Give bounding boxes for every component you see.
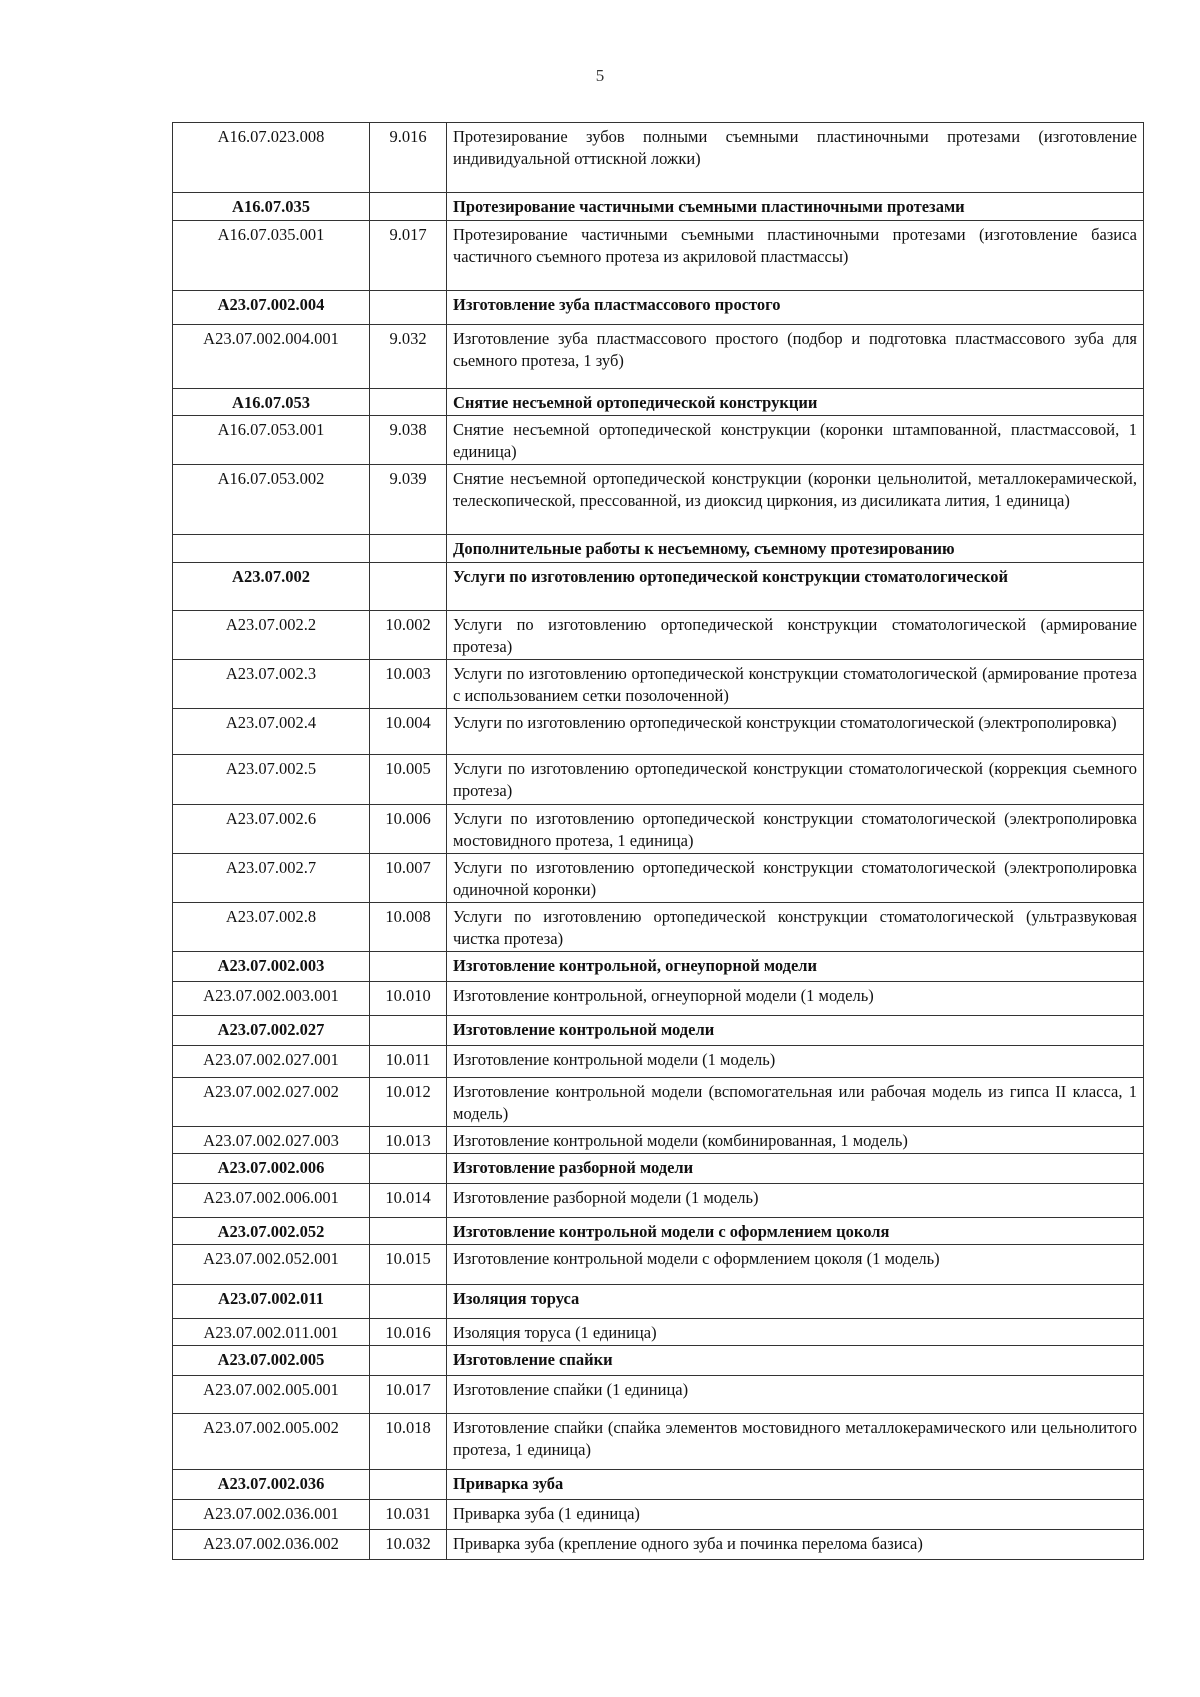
table-row xyxy=(173,1500,1144,1530)
description-cell: Изготовление спайки (1 единица) xyxy=(447,1376,1144,1414)
number-cell: 10.015 xyxy=(370,1245,447,1285)
table-row xyxy=(173,1078,1144,1127)
number-cell: 10.018 xyxy=(370,1414,447,1470)
code-cell xyxy=(173,535,370,563)
description-cell: Изготовление разборной модели (1 модель) xyxy=(447,1184,1144,1218)
description-cell: Услуги по изготовлению ортопедической конструкции стоматологической (коррекция сьемного протеза) xyxy=(447,755,1144,805)
number-cell xyxy=(370,193,447,221)
code-cell: A23.07.002.011.001 xyxy=(173,1319,370,1346)
number-cell: 9.039 xyxy=(370,465,447,535)
number-cell: 10.016 xyxy=(370,1319,447,1346)
table-group-row xyxy=(173,193,1144,221)
table-group-row xyxy=(173,952,1144,982)
description-cell: Протезирование частичными съемными пластиночными протезами (изготовление базиса частичного съемного протеза из акриловой пластмассы) xyxy=(447,221,1144,291)
code-cell: A23.07.002.8 xyxy=(173,903,370,952)
number-cell: 10.005 xyxy=(370,755,447,805)
table-row xyxy=(173,755,1144,805)
table-row xyxy=(173,1184,1144,1218)
number-cell: 9.038 xyxy=(370,416,447,465)
table-row xyxy=(173,660,1144,709)
description-cell: Услуги по изготовлению ортопедической конструкции стоматологической xyxy=(447,563,1144,611)
number-cell: 10.031 xyxy=(370,1500,447,1530)
description-cell: Приварка зуба (1 единица) xyxy=(447,1500,1144,1530)
number-cell xyxy=(370,1016,447,1046)
number-cell: 10.008 xyxy=(370,903,447,952)
table-group-row xyxy=(173,291,1144,325)
code-cell: A23.07.002.027.003 xyxy=(173,1127,370,1154)
description-cell: Приварка зуба xyxy=(447,1470,1144,1500)
code-cell: A23.07.002.052 xyxy=(173,1218,370,1245)
table-row xyxy=(173,1319,1144,1346)
table-row xyxy=(173,1376,1144,1414)
description-cell: Услуги по изготовлению ортопедической конструкции стоматологической (электрополировка одиночной коронки) xyxy=(447,854,1144,903)
table-group-row xyxy=(173,1346,1144,1376)
code-cell: A23.07.002.027.001 xyxy=(173,1046,370,1078)
table-row xyxy=(173,903,1144,952)
table-group-row xyxy=(173,1016,1144,1046)
description-cell: Изготовление разборной модели xyxy=(447,1154,1144,1184)
number-cell: 10.010 xyxy=(370,982,447,1016)
table-group-row xyxy=(173,535,1144,563)
table-row xyxy=(173,982,1144,1016)
table-group-row xyxy=(173,1218,1144,1245)
number-cell: 10.011 xyxy=(370,1046,447,1078)
code-cell: A23.07.002 xyxy=(173,563,370,611)
description-cell: Протезирование зубов полными съемными пластиночными протезами (изготовление индивидуальной оттискной ложки) xyxy=(447,123,1144,193)
code-cell: A16.07.023.008 xyxy=(173,123,370,193)
code-cell: A16.07.035.001 xyxy=(173,221,370,291)
code-cell: A23.07.002.005.001 xyxy=(173,1376,370,1414)
number-cell xyxy=(370,291,447,325)
code-cell: A23.07.002.003.001 xyxy=(173,982,370,1016)
description-cell: Изготовление контрольной модели (вспомогательная или рабочая модель из гипса II класса, 1 модель) xyxy=(447,1078,1144,1127)
description-cell: Услуги по изготовлению ортопедической конструкции стоматологической (армирование протеза с использованием сетки позолоченной) xyxy=(447,660,1144,709)
number-cell: 10.004 xyxy=(370,709,447,755)
code-cell: A23.07.002.6 xyxy=(173,805,370,854)
description-cell: Приварка зуба (крепление одного зуба и починка перелома базиса) xyxy=(447,1530,1144,1560)
code-cell: A23.07.002.004 xyxy=(173,291,370,325)
description-cell: Изготовление контрольной модели (1 модель) xyxy=(447,1046,1144,1078)
code-cell: A23.07.002.005 xyxy=(173,1346,370,1376)
number-cell xyxy=(370,1154,447,1184)
table-group-row xyxy=(173,1470,1144,1500)
table-row xyxy=(173,1127,1144,1154)
description-cell: Услуги по изготовлению ортопедической конструкции стоматологической (электрополировка) xyxy=(447,709,1144,755)
number-cell: 10.013 xyxy=(370,1127,447,1154)
description-cell: Дополнительные работы к несъемному, съемному протезированию xyxy=(447,535,1144,563)
table-row xyxy=(173,465,1144,535)
services-table xyxy=(172,122,1144,1560)
code-cell: A16.07.053.002 xyxy=(173,465,370,535)
description-cell: Изготовление контрольной модели с оформлением цоколя (1 модель) xyxy=(447,1245,1144,1285)
number-cell: 10.017 xyxy=(370,1376,447,1414)
code-cell: A23.07.002.5 xyxy=(173,755,370,805)
code-cell: A23.07.002.006.001 xyxy=(173,1184,370,1218)
code-cell: A23.07.002.036.001 xyxy=(173,1500,370,1530)
table-row xyxy=(173,1245,1144,1285)
number-cell xyxy=(370,1470,447,1500)
table-row xyxy=(173,123,1144,193)
description-cell: Снятие несъемной ортопедической конструкции (коронки цельнолитой, металлокерамической, телескопической, прессованной, из диоксид циркония, из дисиликата лития, 1 единица) xyxy=(447,465,1144,535)
table-row xyxy=(173,709,1144,755)
code-cell: A23.07.002.004.001 xyxy=(173,325,370,389)
number-cell xyxy=(370,1346,447,1376)
table-row xyxy=(173,1414,1144,1470)
code-cell: A23.07.002.036.002 xyxy=(173,1530,370,1560)
code-cell: A16.07.053.001 xyxy=(173,416,370,465)
table-row xyxy=(173,1530,1144,1560)
number-cell: 10.014 xyxy=(370,1184,447,1218)
number-cell: 10.002 xyxy=(370,611,447,660)
page-number: 5 xyxy=(595,66,605,85)
description-cell: Изоляция торуса (1 единица) xyxy=(447,1319,1144,1346)
table-group-row xyxy=(173,1154,1144,1184)
code-cell: A23.07.002.027.002 xyxy=(173,1078,370,1127)
table-group-row xyxy=(173,1285,1144,1319)
number-cell xyxy=(370,563,447,611)
description-cell: Снятие несъемной ортопедической конструкции (коронки штампованной, пластмассовой, 1 единица) xyxy=(447,416,1144,465)
description-cell: Услуги по изготовлению ортопедической конструкции стоматологической (электрополировка мостовидного протеза, 1 единица) xyxy=(447,805,1144,854)
number-cell xyxy=(370,535,447,563)
table-group-row xyxy=(173,389,1144,416)
number-cell xyxy=(370,1218,447,1245)
number-cell: 9.016 xyxy=(370,123,447,193)
table-row xyxy=(173,805,1144,854)
code-cell: A23.07.002.052.001 xyxy=(173,1245,370,1285)
table-group-row xyxy=(173,563,1144,611)
code-cell: A23.07.002.3 xyxy=(173,660,370,709)
description-cell: Изготовление спайки xyxy=(447,1346,1144,1376)
table-row xyxy=(173,325,1144,389)
description-cell: Изготовление контрольной модели с оформлением цоколя xyxy=(447,1218,1144,1245)
number-cell: 10.006 xyxy=(370,805,447,854)
number-cell: 10.012 xyxy=(370,1078,447,1127)
code-cell: A23.07.002.2 xyxy=(173,611,370,660)
table-row xyxy=(173,221,1144,291)
number-cell: 10.032 xyxy=(370,1530,447,1560)
number-cell: 10.007 xyxy=(370,854,447,903)
code-cell: A23.07.002.006 xyxy=(173,1154,370,1184)
number-cell: 9.032 xyxy=(370,325,447,389)
table-row xyxy=(173,611,1144,660)
number-cell: 10.003 xyxy=(370,660,447,709)
code-cell: A23.07.002.003 xyxy=(173,952,370,982)
number-cell xyxy=(370,1285,447,1319)
code-cell: A23.07.002.027 xyxy=(173,1016,370,1046)
table-row xyxy=(173,854,1144,903)
description-cell: Изготовление зуба пластмассового простого (подбор и подготовка пластмассового зуба для сьемного протеза, 1 зуб) xyxy=(447,325,1144,389)
description-cell: Изготовление спайки (спайка элементов мостовидного металлокерамического или цельнолитого протеза, 1 единица) xyxy=(447,1414,1144,1470)
description-cell: Протезирование частичными съемными пластиночными протезами xyxy=(447,193,1144,221)
number-cell xyxy=(370,389,447,416)
description-cell: Изготовление контрольной, огнеупорной модели xyxy=(447,952,1144,982)
description-cell: Услуги по изготовлению ортопедической конструкции стоматологической (ультразвуковая чистка протеза) xyxy=(447,903,1144,952)
description-cell: Изоляция торуса xyxy=(447,1285,1144,1319)
description-cell: Изготовление контрольной модели (комбинированная, 1 модель) xyxy=(447,1127,1144,1154)
code-cell: A23.07.002.011 xyxy=(173,1285,370,1319)
description-cell: Услуги по изготовлению ортопедической конструкции стоматологической (армирование протеза) xyxy=(447,611,1144,660)
code-cell: A23.07.002.005.002 xyxy=(173,1414,370,1470)
table-row xyxy=(173,416,1144,465)
number-cell xyxy=(370,952,447,982)
code-cell: A23.07.002.4 xyxy=(173,709,370,755)
code-cell: A23.07.002.036 xyxy=(173,1470,370,1500)
code-cell: A16.07.035 xyxy=(173,193,370,221)
description-cell: Изготовление контрольной, огнеупорной модели (1 модель) xyxy=(447,982,1144,1016)
number-cell: 9.017 xyxy=(370,221,447,291)
table-row xyxy=(173,1046,1144,1078)
services-table-body xyxy=(173,123,1144,1560)
code-cell: A23.07.002.7 xyxy=(173,854,370,903)
description-cell: Изготовление зуба пластмассового простого xyxy=(447,291,1144,325)
description-cell: Изготовление контрольной модели xyxy=(447,1016,1144,1046)
description-cell: Снятие несъемной ортопедической конструкции xyxy=(447,389,1144,416)
code-cell: A16.07.053 xyxy=(173,389,370,416)
